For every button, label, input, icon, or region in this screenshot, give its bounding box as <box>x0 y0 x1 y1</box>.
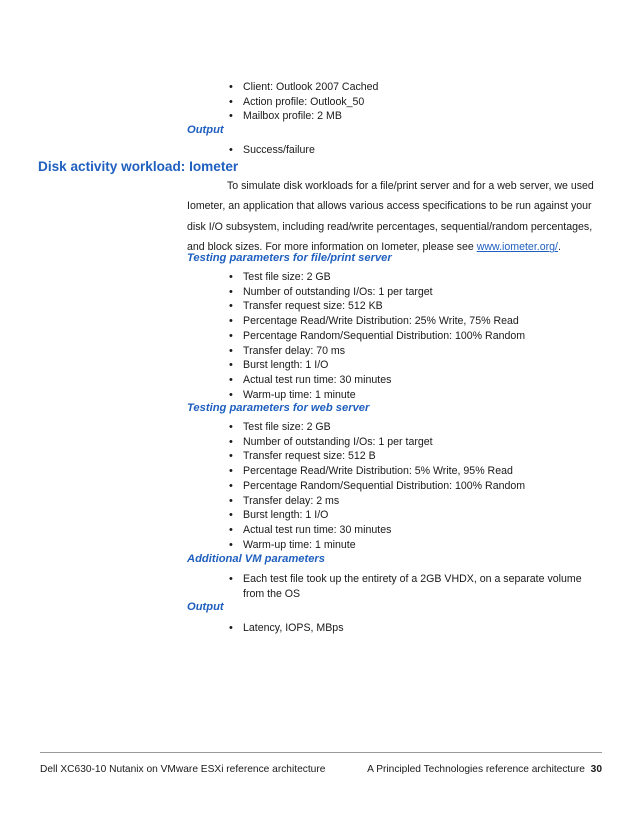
list-item: • Transfer delay: 70 ms <box>229 344 609 359</box>
intro-bullet-list <box>229 80 609 124</box>
list-item: • Actual test run time: 30 minutes <box>229 373 609 388</box>
section-paragraph <box>187 176 607 258</box>
page-number: 30 <box>590 764 602 775</box>
iometer-link[interactable]: www.iometer.org/ <box>476 241 558 254</box>
output-heading-2: Output <box>187 601 224 613</box>
list-item: • Action profile: Outlook_50 <box>229 95 609 110</box>
output-bullet-list <box>229 143 609 158</box>
list-item: • Percentage Random/Sequential Distribution: 100% Random <box>229 329 609 344</box>
list-item: • Test file size: 2 GB <box>229 270 609 285</box>
list-item: • Each test file took up the entirety of a 2GB VHDX, on a separate volume from the OS <box>229 572 599 601</box>
vm-params-heading: Additional VM parameters <box>187 553 326 565</box>
list-item: • Mailbox profile: 2 MB <box>229 109 609 124</box>
list-item: • Transfer delay: 2 ms <box>229 494 609 509</box>
file-print-bullet-list <box>229 270 609 402</box>
footer-divider <box>40 752 602 753</box>
vm-params-bullet-list <box>229 572 599 601</box>
list-item: • Test file size: 2 GB <box>229 420 609 435</box>
list-item: • Success/failure <box>229 143 609 158</box>
footer-right-text: A Principled Technologies reference architecture <box>367 764 585 775</box>
list-item: • Client: Outlook 2007 Cached <box>229 80 609 95</box>
list-item: • Warm-up time: 1 minute <box>229 388 609 403</box>
list-item: • Latency, IOPS, MBps <box>229 621 609 636</box>
section-heading: Disk activity workload: Iometer <box>38 159 239 174</box>
paragraph-end: . <box>557 241 561 254</box>
file-print-heading: Testing parameters for file/print server <box>187 252 392 264</box>
list-item: • Percentage Read/Write Distribution: 5% Write, 95% Read <box>229 464 609 479</box>
output-bullet-list-2 <box>229 621 609 636</box>
list-item: • Transfer request size: 512 KB <box>229 299 609 314</box>
footer-right <box>367 763 602 776</box>
list-item: • Percentage Random/Sequential Distribution: 100% Random <box>229 479 609 494</box>
list-item: • Actual test run time: 30 minutes <box>229 523 609 538</box>
list-item: • Transfer request size: 512 B <box>229 449 609 464</box>
output-heading: Output <box>187 124 224 136</box>
list-item: • Burst length: 1 I/O <box>229 358 609 373</box>
web-server-heading: Testing parameters for web server <box>187 402 370 414</box>
list-item: • Percentage Read/Write Distribution: 25% Write, 75% Read <box>229 314 609 329</box>
list-item: • Number of outstanding I/Os: 1 per target <box>229 435 609 450</box>
list-item: • Number of outstanding I/Os: 1 per target <box>229 285 609 300</box>
list-item: • Warm-up time: 1 minute <box>229 538 609 553</box>
list-item: • Burst length: 1 I/O <box>229 508 609 523</box>
web-server-bullet-list <box>229 420 609 552</box>
footer-left: Dell XC630-10 Nutanix on VMware ESXi reference architecture <box>40 764 326 775</box>
paragraph-text: To simulate disk workloads for a file/print server and for a web server, we used Iometer, an application that allows various access specifications to be run against your disk I/O subsystem, including read/write percentages, sequential/random percentages, and block sizes. For more information on Iometer, please see <box>187 180 594 254</box>
